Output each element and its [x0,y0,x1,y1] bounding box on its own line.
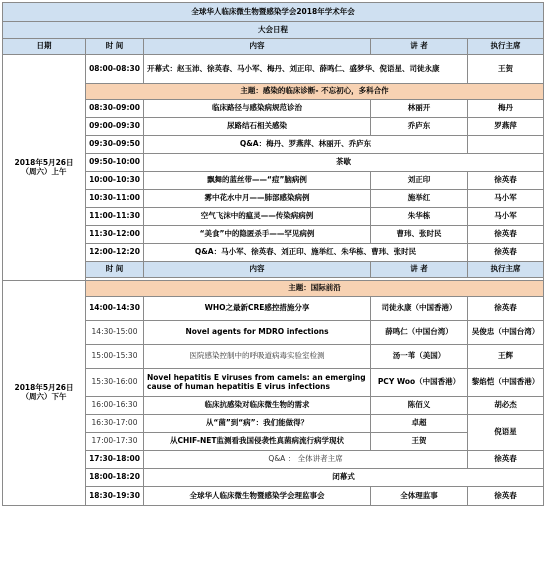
chair-cell: 胡必杰 [468,397,544,415]
time-cell: 16:00-16:30 [86,397,144,415]
time-cell: 14:00-14:30 [86,297,144,321]
opening-content: 开幕式：赵玉沛、徐英春、马小军、梅丹、刘正印、薛鸣仁、盛梦华、倪语星、司徒永康 [144,55,468,84]
speaker-cell: 刘正印 [371,172,468,190]
chair-cell: 梅丹 [468,100,544,118]
content-cell: 医院感染控制中的呼吸道病毒实验室检测 [144,345,371,369]
time-cell: 16:30-17:00 [86,415,144,433]
subtitle-row [3,22,544,39]
column-header-row [3,39,544,55]
qa-cell: Q&A：梅丹、罗燕萍、林丽开、乔庐东 [144,136,468,154]
content-cell: 从CHIF-NET监测看我国侵袭性真菌病流行病学现状 [144,433,371,451]
speaker-cell: 施举红 [371,190,468,208]
page-subtitle: 大会日程 [3,22,544,39]
col-content: 内容 [144,262,371,278]
chair-cell: 王辉 [468,345,544,369]
chair-cell: 徐英春 [468,451,544,469]
content-cell: 飘舞的蓝丝带——“痘”脑病例 [144,172,371,190]
chair-cell: 徐英春 [468,487,544,506]
time-cell: 17:30-18:00 [86,451,144,469]
time-cell: 09:30-09:50 [86,136,144,154]
speaker-cell: 薛鸣仁（中国台湾） [371,321,468,345]
chair-cell: 徐英春 [468,226,544,244]
closing-cell: 闭幕式 [144,469,544,487]
time-cell: 18:30-19:30 [86,487,144,506]
title-row [3,3,544,22]
col-chair: 执行主席 [468,262,544,278]
speaker-cell: 王贺 [371,433,468,451]
morning-date: 2018年5月26日 [14,157,74,167]
chair-cell: 马小军 [468,208,544,226]
col-content: 内容 [144,39,371,55]
table-row [3,55,544,84]
time-cell: 08:30-09:00 [86,100,144,118]
schedule-table [2,2,544,506]
chair-cell: 倪语星 [468,415,544,451]
morning-theme: 主题：感染的临床诊断- 不忘初心，多科合作 [86,84,544,100]
content-cell: 临床路径与感染病规范诊治 [144,100,371,118]
afternoon-date-cell [3,281,86,506]
time-cell: 11:00-11:30 [86,208,144,226]
time-cell: 11:30-12:00 [86,226,144,244]
chair-cell: 徐英春 [468,172,544,190]
content-cell: 全球华人临床微生物暨感染学会理监事会 [144,487,371,506]
speaker-cell: 曹玮、张时民 [371,226,468,244]
time-cell: 09:50-10:00 [86,154,144,172]
time-cell: 18:00-18:20 [86,469,144,487]
speaker-cell: 司徒永康（中国香港） [371,297,468,321]
chair-cell: 吴俊忠（中国台湾） [468,321,544,345]
qa-cell: Q&A ： 全体讲者主席 [144,451,468,469]
time-cell: 17:00-17:30 [86,433,144,451]
afternoon-theme: 主题：国际前沿 [86,281,544,297]
speaker-cell: 汤一苇（美国） [371,345,468,369]
chair-cell: 黎焰恺（中国香港） [468,369,544,397]
time-cell: 14:30-15:00 [86,321,144,345]
chair-cell: 徐英春 [468,244,544,262]
time-cell: 09:00-09:30 [86,118,144,136]
afternoon-date: 2018年5月26日 [14,383,74,393]
speaker-cell: 陈佰义 [371,397,468,415]
col-date: 日期 [3,39,86,55]
time-cell: 12:00-12:20 [86,244,144,262]
content-cell: 临床抗感染对临床微生物的需求 [144,397,371,415]
chair-cell: 罗燕萍 [468,118,544,136]
morning-date-cell [3,55,86,281]
col-time: 时 间 [86,39,144,55]
afternoon-weekday: （周六）下午 [21,392,67,401]
col-chair: 执行主席 [468,39,544,55]
speaker-cell: 林丽开 [371,100,468,118]
time-cell: 10:00-10:30 [86,172,144,190]
time-cell: 08:00-08:30 [86,55,144,84]
col-speaker: 讲 者 [371,39,468,55]
chair-cell: 马小军 [468,190,544,208]
content-cell: 尿路结石相关感染 [144,118,371,136]
chair-cell [468,136,544,154]
break-cell: 茶歇 [144,154,544,172]
speaker-cell: PCY Woo（中国香港） [371,369,468,397]
col-time: 时 间 [86,262,144,278]
speaker-cell: 乔庐东 [371,118,468,136]
time-cell: 15:30-16:00 [86,369,144,397]
qa-cell: Q&A：马小军、徐英春、刘正印、施举红、朱华栋、曹玮、张时民 [144,244,468,262]
content-cell: 雾中花水中月——肺部感染病例 [144,190,371,208]
content-cell: WHO之最新CRE感控措施分享 [144,297,371,321]
chair-cell: 王贺 [468,55,544,84]
content-cell: 空气飞沫中的瘟灵——传染病病例 [144,208,371,226]
content-cell: Novel hepatitis E viruses from camels: an emerging cause of human hepatitis E virus infections [144,369,371,397]
speaker-cell: 朱华栋 [371,208,468,226]
time-cell: 10:30-11:00 [86,190,144,208]
speaker-cell: 全体理监事 [371,487,468,506]
page-title: 全球华人临床微生物暨感染学会2018年学术年会 [3,3,544,22]
speaker-cell: 卓超 [371,415,468,433]
chair-cell: 徐英春 [468,297,544,321]
theme-row [3,281,544,297]
content-cell: “美食”中的隐匿杀手——罕见病例 [144,226,371,244]
morning-weekday: （周六）上午 [21,166,67,176]
content-cell: Novel agents for MDRO infections [144,321,371,345]
time-cell: 15:00-15:30 [86,345,144,369]
content-cell: 从“菌”到“病”：我们能做得？ [144,415,371,433]
col-speaker: 讲 者 [371,262,468,278]
